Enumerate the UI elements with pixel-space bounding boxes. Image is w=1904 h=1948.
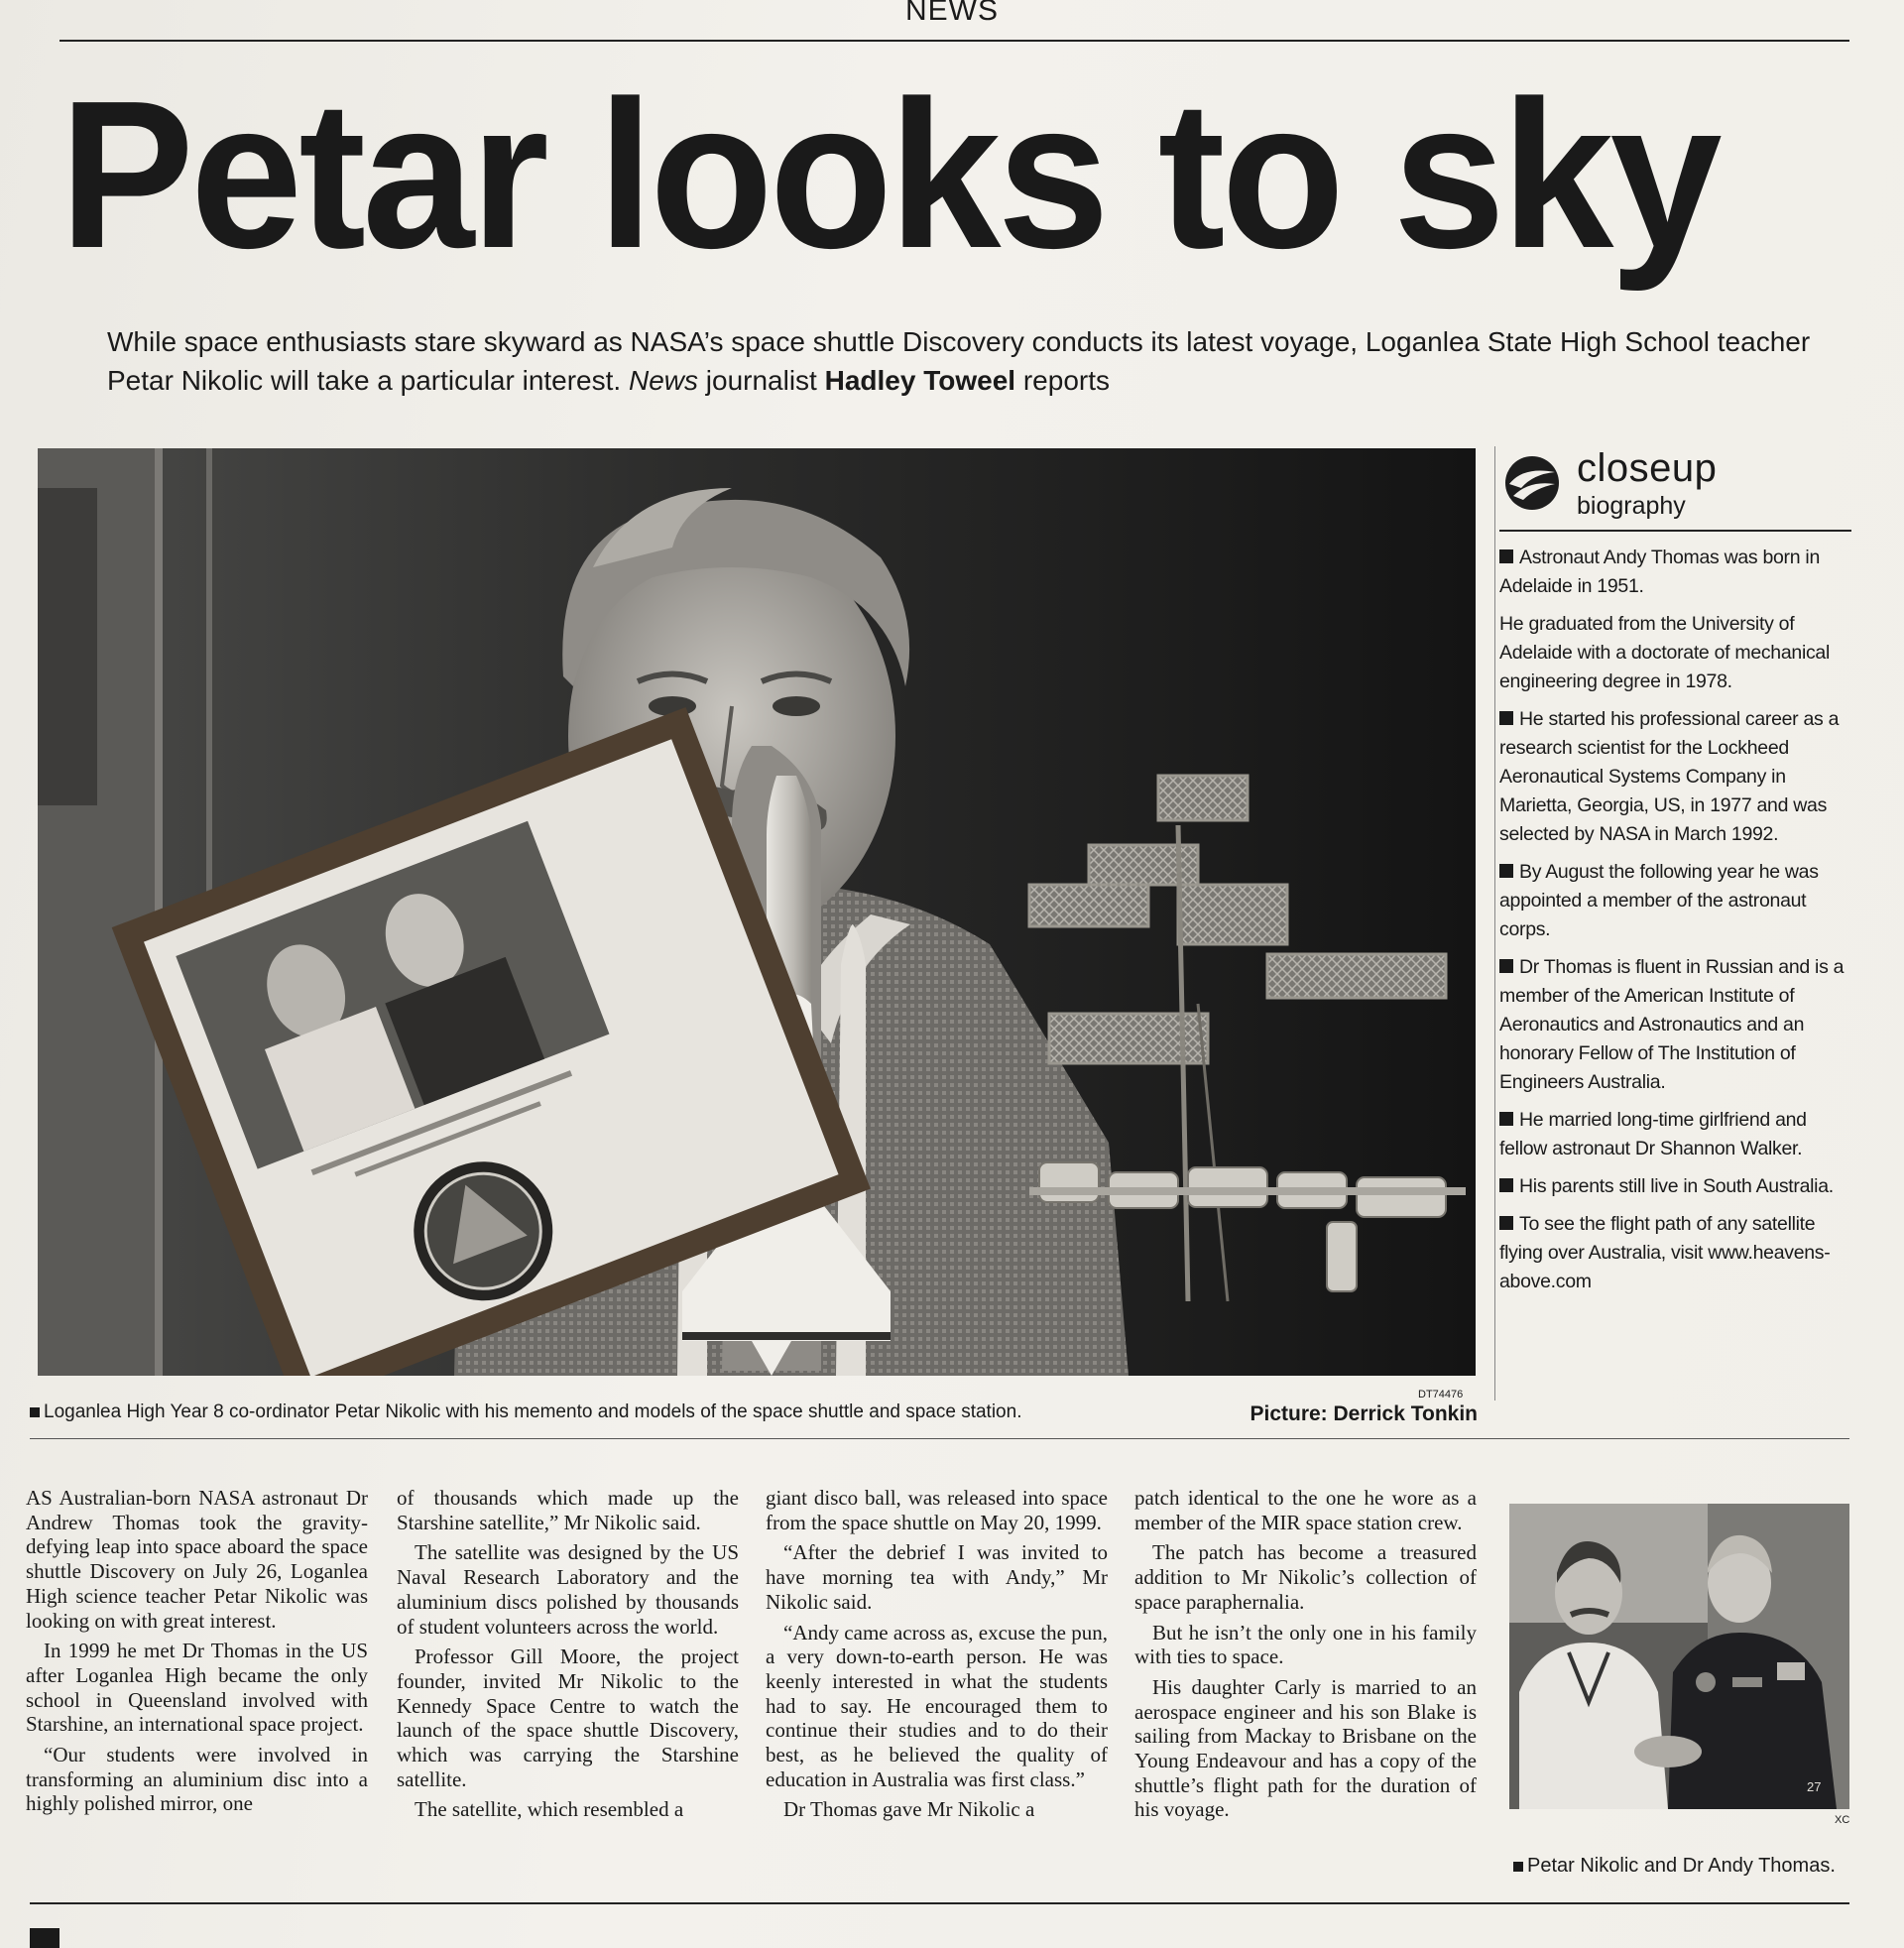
bullet-square-icon [1499, 1216, 1513, 1230]
paragraph: “After the debrief I was invited to have morning tea with Andy,” Mr Nikolic said. [766, 1540, 1108, 1614]
paragraph: Professor Gill Moore, the project founder, invited Mr Nikolic to the Kennedy Space Centre to watch the launch of the space shuttle Discovery, which was carrying the Starshine satellite. [397, 1644, 739, 1791]
paragraph: But he isn’t the only one in his family with ties to space. [1134, 1620, 1477, 1669]
paragraph: In 1999 he met Dr Thomas in the US after Loganlea High became the only school in Queensland involved with Starshine, an international space project. [26, 1639, 368, 1737]
sidebar-item: He graduated from the University of Adelaide with a doctorate of mechanical engineering degree in 1978. [1499, 613, 1831, 692]
small-photo-code: XC [1835, 1814, 1850, 1826]
photo-credit: Picture: Derrick Tonkin [1250, 1402, 1478, 1425]
sidebar-item: Dr Thomas is fluent in Russian and is a member of the American Institute of Aeronautics and Astronautics and an honorary Fellow of The Institution of Engineers Australia. [1499, 956, 1844, 1093]
paragraph: The patch has become a treasured addition to Mr Nikolic’s collection of space paraphernalia. [1134, 1540, 1477, 1614]
small-caption-text: Petar Nikolic and Dr Andy Thomas. [1527, 1855, 1836, 1877]
top-rule [60, 40, 1849, 42]
article-column-3 [766, 1486, 1108, 1828]
paragraph: The satellite, which resembled a [415, 1797, 684, 1822]
sidebar-subtitle: biography [1577, 492, 1686, 520]
main-caption-text: Loganlea High Year 8 co-ordinator Petar Nikolic with his memento and models of the space shuttle and space station. [44, 1401, 1022, 1422]
paragraph: Dr Thomas gave Mr Nikolic a [783, 1797, 1035, 1822]
body-top-rule [30, 1438, 1849, 1439]
sidebar-item: He started his professional career as a research scientist for the Lockheed Aeronautical Systems Company in Marietta, Georgia, US, in 1977 and was selected by NASA in March 1992. [1499, 708, 1840, 845]
sidebar-item: His parents still live in South Australia. [1499, 1172, 1851, 1201]
small-photo [1509, 1504, 1849, 1809]
bullet-square-icon [1499, 864, 1513, 878]
paragraph: “Our students were involved in transforming an aluminium disc into a highly polished mirror, one [26, 1743, 368, 1816]
sidebar-item: He married long-time girlfriend and fellow astronaut Dr Shannon Walker. [1499, 1109, 1807, 1159]
paragraph: AS Australian-born NASA astronaut Dr Andrew Thomas took the gravity-defying leap into space aboard the space shuttle Discovery on July 26, Loganlea High science teacher Petar Nikolic was looking on with great interest. [26, 1486, 368, 1633]
paragraph: patch identical to the one he wore as a member of the MIR space station crew. [1134, 1486, 1477, 1534]
svg-text:27: 27 [1807, 1779, 1822, 1794]
paragraph: giant disco ball, was released into space from the space shuttle on May 20, 1999. [766, 1486, 1108, 1534]
main-photo-code: DT74476 [1418, 1389, 1464, 1400]
standfirst-text: While space enthusiasts stare skyward as NASA’s space shuttle Discovery conducts its latest voyage, Loganlea State High School teacher Petar Nikolic will take a particular interest. [107, 326, 1811, 396]
sidebar-left-rule [1494, 446, 1495, 1400]
bullet-square-icon [1499, 1178, 1513, 1192]
paragraph: His daughter Carly is married to an aerospace engineer and his son Blake is sailing from Mackay to Brisbane on the Young Endeavour and has a copy of the shuttle’s flight path for the duration of his voyage. [1134, 1674, 1477, 1822]
sidebar-item: By August the following year he was appointed a member of the astronaut corps. [1499, 861, 1819, 940]
bullet-square-icon [1499, 1112, 1513, 1126]
journalist-prefix: journalist [705, 365, 817, 396]
reports-word: reports [1022, 365, 1110, 396]
bottom-rule [30, 1902, 1849, 1904]
small-photo-illustration [1509, 1504, 1849, 1809]
page-corner-mark [30, 1928, 60, 1948]
article-column-4 [1134, 1486, 1477, 1828]
paragraph: The satellite was designed by the US Naval Research Laboratory and the aluminium discs polished by thousands of student volunteers across the world. [397, 1540, 739, 1639]
publication-name: News [628, 365, 698, 396]
sidebar-header-rule [1499, 530, 1851, 532]
sidebar-title: closeup [1577, 446, 1718, 490]
main-photo-illustration [38, 448, 1476, 1376]
main-photo [38, 448, 1476, 1376]
section-label: NEWS [905, 0, 999, 27]
paragraph: “Andy came across as, excuse the pun, a very down-to-earth person. He was keenly interested in what the students had to say. He encouraged them to continue their studies and to do their best, as he believed the quality of education in Australia was first class.” [766, 1620, 1108, 1791]
headline: Petar looks to sky [60, 57, 1719, 292]
paragraph: of thousands which made up the Starshine satellite,” Mr Nikolic said. [397, 1486, 739, 1534]
caption-bullet [30, 1407, 40, 1417]
main-photo-caption [30, 1401, 1220, 1423]
caption-bullet [1513, 1862, 1523, 1872]
small-photo-caption [1513, 1855, 1870, 1878]
bullet-square-icon [1499, 549, 1513, 563]
sidebar-item: To see the flight path of any satellite flying over Australia, visit www.heavens-above.com [1499, 1213, 1831, 1292]
sidebar-items [1499, 544, 1851, 1296]
bullet-square-icon [1499, 711, 1513, 725]
author-name: Hadley Toweel [824, 365, 1016, 396]
sidebar-header [1499, 446, 1851, 528]
sidebar-item: Astronaut Andy Thomas was born in Adelaide in 1951. [1499, 547, 1820, 597]
article-column-2 [397, 1486, 739, 1828]
bullet-square-icon [1499, 959, 1513, 973]
closeup-logo-icon [1503, 454, 1561, 512]
article-column-1 [26, 1486, 368, 1822]
closeup-sidebar [1499, 446, 1851, 1305]
standfirst [107, 322, 1813, 400]
